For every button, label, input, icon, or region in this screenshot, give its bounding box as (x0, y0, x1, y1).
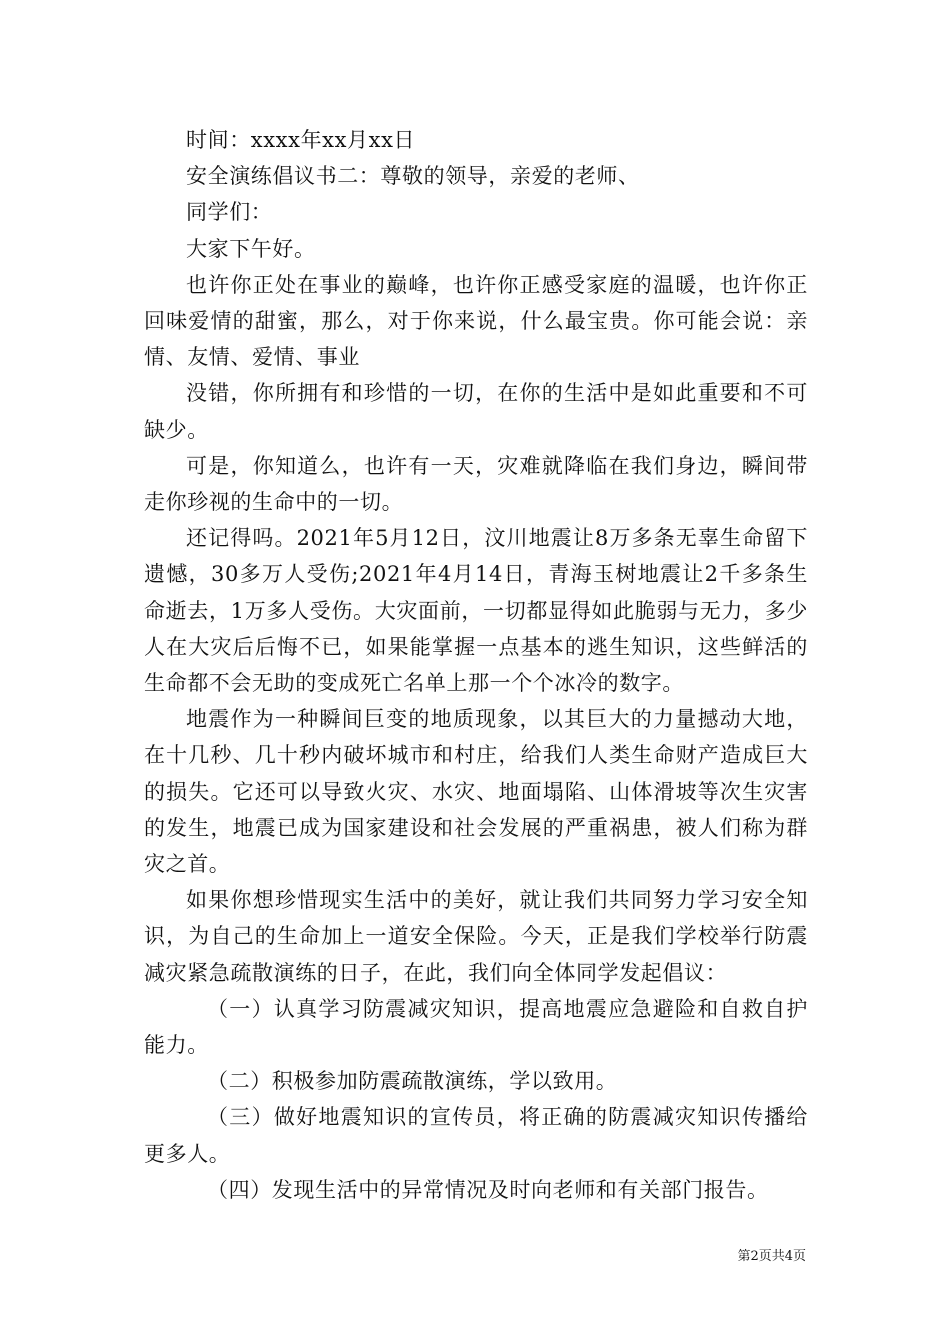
salutation: 同学们： (186, 200, 273, 225)
document-body (144, 122, 808, 1208)
paragraph: 如果你想珍惜现实生活中的美好，就让我们共同努力学习安全知识，为自己的生命加上一道安全保险。今天，正是我们学校举行防震减灾紧急疏散演练的日子，在此，我们向全体同学发起倡议： (144, 888, 808, 985)
paragraph: 可是，你知道么，也许有一天，灾难就降临在我们身边，瞬间带走你珍视的生命中的一切。 (144, 453, 808, 515)
proposal-item: （三）做好地震知识的宣传员，将正确的防震减灾知识传播给更多人。 (144, 1105, 808, 1166)
proposal-item: （一）认真学习防震减灾知识，提高地震应急避险和自救自护能力。 (144, 996, 808, 1058)
paragraph: 地震作为一种瞬间巨变的地质现象，以其巨大的力量撼动大地，在十几秒、几十秒内破坏城市和村庄，给我们人类生命财产造成巨大的损失。它还可以导致火灾、水灾、地面塌陷、山体滑坡等次生灾害的发生，地震已成为国家建设和社会发展的严重祸患，被人们称为群灾之首。 (144, 707, 808, 877)
paragraph: 还记得吗。2021年5月12日，汶川地震让8万多条无辜生命留下遗憾，30多万人受伤;2021年4月14日，青海玉树地震让2千多条生命逝去，1万多人受伤。大灾面前，一切都显得如此脆弱与无力，多少人在大灾后后悔不已，如果能掌握一点基本的逃生知识，这些鲜活的生命都不会无助的变成死亡名单上那一个个冰冷的数字。 (144, 526, 808, 696)
letter-title: 安全演练倡议书二：尊敬的领导，亲爱的老师、 (186, 164, 640, 189)
date-line: 时间：xxxx年xx月xx日 (186, 128, 416, 152)
paragraph: 没错，你所拥有和珍惜的一切，在你的生活中是如此重要和不可缺少。 (144, 381, 808, 442)
page-number: 第2页共4页 (737, 1249, 806, 1264)
paragraph: 也许你正处在事业的巅峰，也许你正感受家庭的温暖，也许你正回味爱情的甜蜜，那么，对于你来说，什么最宝贵。你可能会说：亲情、友情、爱情、事业 (144, 272, 808, 370)
proposal-item: （二）积极参加防震疏散演练，学以致用。 (207, 1069, 618, 1094)
greeting: 大家下午好。 (186, 236, 316, 261)
proposal-item: （四）发现生活中的异常情况及时向老师和有关部门报告。 (207, 1177, 769, 1202)
